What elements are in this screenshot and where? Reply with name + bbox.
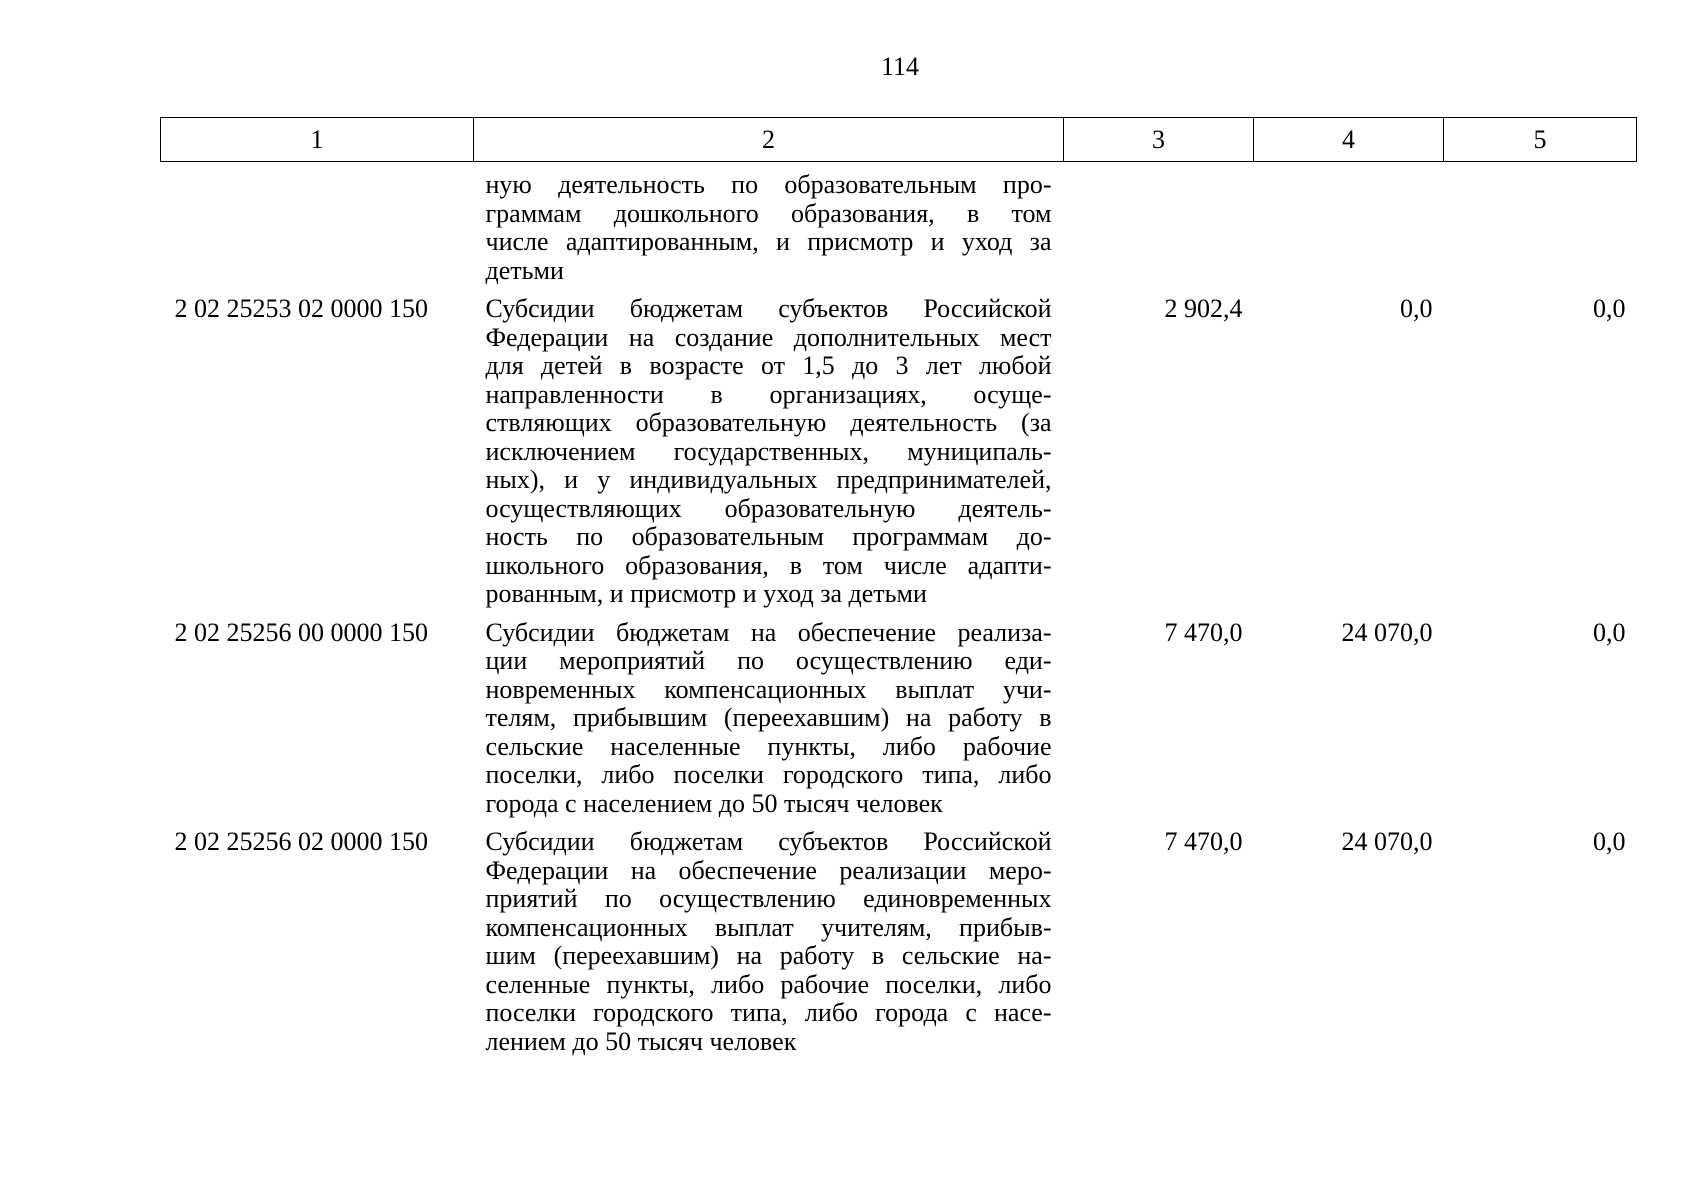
value-col-3 xyxy=(1064,162,1254,296)
table-header xyxy=(161,118,1637,162)
header-col-3: 3 xyxy=(1064,118,1254,162)
description-line: телям, прибывшим (переехавшим) на работу в xyxy=(485,703,1052,732)
description-line: новременных компенсационных выплат учи- xyxy=(485,674,1052,704)
value-col-5: 0,0 xyxy=(1593,827,1626,856)
header-col-1: 1 xyxy=(161,118,474,162)
table-row xyxy=(161,295,1637,619)
description-line: Федерации на обеспечение реализации меро- xyxy=(485,855,1052,885)
description-line: Субсидии бюджетам субъектов Российской xyxy=(485,294,1052,323)
description-line: ных), и у индивидуальных предпринимателей, xyxy=(485,465,1052,494)
description-line: числе адаптированным, и присмотр и уход за xyxy=(485,227,1052,256)
table-row xyxy=(161,162,1637,296)
description-line: селенные пункты, либо рабочие поселки, либо xyxy=(485,969,1052,999)
value-col-4: 0,0 xyxy=(1400,294,1433,323)
description xyxy=(474,162,1064,296)
description-line: Федерации на создание дополнительных мест xyxy=(485,322,1052,352)
header-col-2: 2 xyxy=(474,118,1064,162)
description xyxy=(474,619,1064,829)
table-row xyxy=(161,828,1637,1066)
description-line: поселки, либо поселки городского типа, либо xyxy=(485,760,1052,789)
budget-code xyxy=(161,162,474,296)
budget-code: 2 02 25256 00 0000 150 xyxy=(174,617,428,647)
description-line: направленности в организациях, осуще- xyxy=(485,379,1052,409)
value-col-5: 0,0 xyxy=(1593,294,1626,323)
table-body xyxy=(161,162,1637,1067)
header-col-4: 4 xyxy=(1254,118,1444,162)
description-line: школьного образования, в том числе адапти- xyxy=(485,550,1052,580)
header-row xyxy=(161,118,1637,162)
value-col-4: 24 070,0 xyxy=(1341,617,1433,647)
value-col-4 xyxy=(1254,162,1444,296)
description-line: шим (переехавшим) на работу в сельские на- xyxy=(485,941,1052,970)
description-line: Субсидии бюджетам на обеспечение реализа- xyxy=(485,617,1052,647)
description-line: поселки городского типа, либо города с насе- xyxy=(485,998,1052,1027)
description-line: города с населением до 50 тысяч человек xyxy=(485,788,943,818)
value-col-3: 2 902,4 xyxy=(1164,294,1243,323)
value-col-3: 7 470,0 xyxy=(1164,827,1243,856)
value-col-5: 0,0 xyxy=(1593,617,1626,647)
description xyxy=(474,295,1064,619)
value-col-5 xyxy=(1444,162,1637,296)
description-line: для детей в возрасте от 1,5 до 3 лет любой xyxy=(485,351,1052,380)
description-line: Субсидии бюджетам субъектов Российской xyxy=(485,827,1052,856)
value-col-4: 24 070,0 xyxy=(1341,827,1433,856)
description-line: ную деятельность по образовательным про- xyxy=(485,170,1052,199)
description-line: ции мероприятий по осуществлению еди- xyxy=(485,646,1052,675)
description-line: компенсационных выплат учителям, прибыв- xyxy=(485,912,1052,942)
page-number: 114 xyxy=(880,52,920,81)
description-line: ствляющих образовательную деятельность (за xyxy=(485,408,1052,437)
header-col-5: 5 xyxy=(1444,118,1637,162)
description-line: исключением государственных, муниципаль- xyxy=(485,436,1052,466)
table-row xyxy=(161,619,1637,829)
description-line: рованным, и присмотр и уход за детьми xyxy=(485,579,927,608)
description-line: осуществляющих образовательную деятель- xyxy=(485,493,1052,523)
budget-code: 2 02 25256 02 0000 150 xyxy=(174,827,428,856)
value-col-3: 7 470,0 xyxy=(1164,617,1243,647)
description-line: ность по образовательным программам до- xyxy=(485,522,1052,551)
budget-code: 2 02 25253 02 0000 150 xyxy=(174,294,428,323)
description-line: приятий по осуществлению единовременных xyxy=(485,884,1052,913)
budget-table xyxy=(160,117,1637,1066)
description xyxy=(474,828,1064,1066)
description-line: граммам дошкольного образования, в том xyxy=(485,198,1052,228)
description-line: детьми xyxy=(485,255,564,285)
description-line: сельские населенные пункты, либо рабочие xyxy=(485,731,1052,761)
description-line: лением до 50 тысяч человек xyxy=(485,1026,797,1056)
